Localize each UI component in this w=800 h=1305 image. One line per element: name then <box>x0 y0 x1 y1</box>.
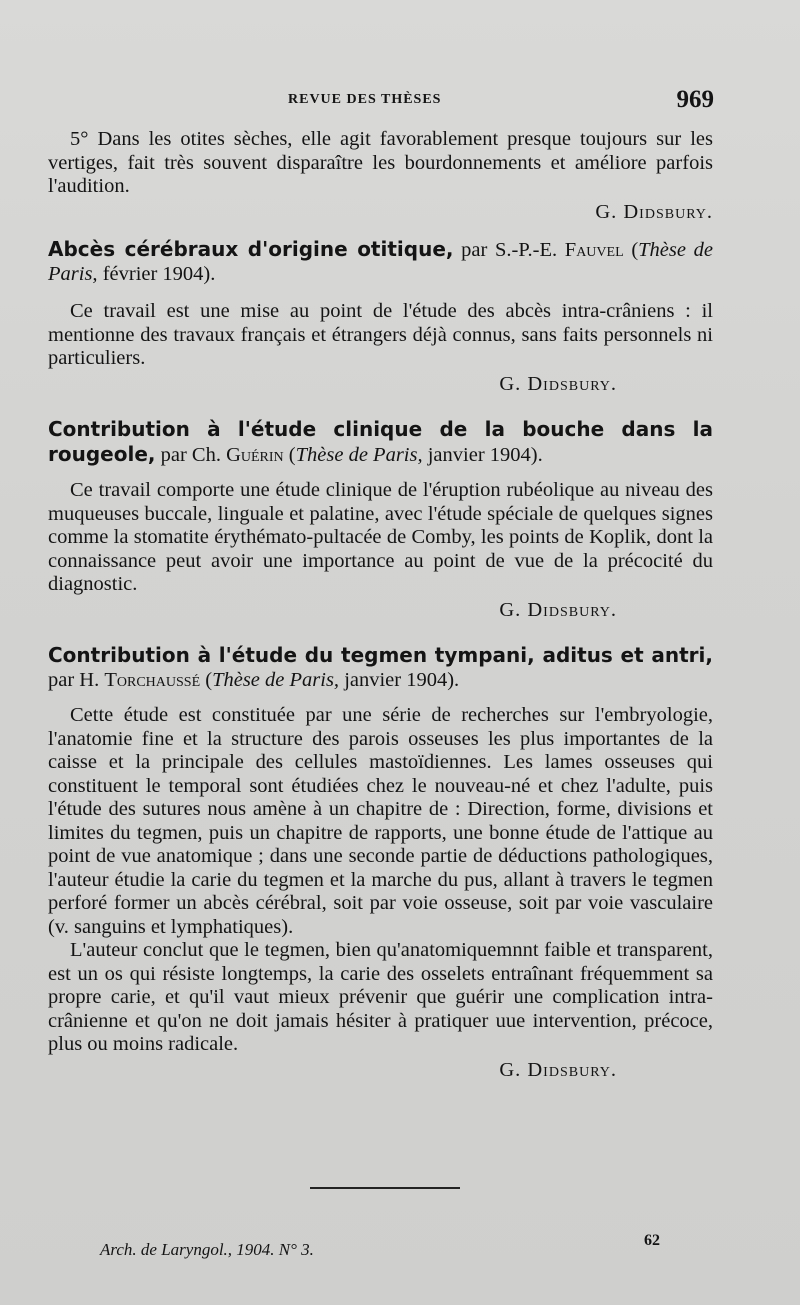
running-head: REVUE DES THÈSES <box>288 92 442 107</box>
article-source: Thèse de Paris, <box>48 239 714 285</box>
article-source-open: ( <box>631 239 639 261</box>
article-abces <box>48 238 713 396</box>
article-author: Guérin <box>226 443 284 466</box>
article-by: par S.-P.-E. <box>461 239 558 261</box>
page-header <box>40 86 714 118</box>
signature-number: 62 <box>644 1232 660 1249</box>
article-signature: G. Didsbury. <box>499 372 617 395</box>
article-title: Contribution à l'étude clinique de la bouche dans la rougeole, <box>48 417 713 466</box>
article-signature: G. Didsbury. <box>499 598 617 621</box>
article-source-open: ( <box>205 668 213 691</box>
article-heading <box>48 418 713 467</box>
article-source: Thèse de Paris, <box>212 668 340 691</box>
article-title: Contribution à l'étude du tegmen tympani, aditus et antri, <box>48 643 713 667</box>
article-date: janvier 1904). <box>344 668 460 691</box>
article-by: par Ch. <box>160 443 221 466</box>
article-heading <box>48 238 713 286</box>
article-title: Abcès cérébraux d'origine otitique, <box>48 237 454 261</box>
article-body-conclusion: L'auteur conclut que le tegmen, bien qu'anatomiquemnnt faible et transparent, est un os qui résiste longtemps, la carie des osselets entraînant fréquemment sa propre carie, et qu'il vaut mieux prévenir que guérir une complication intra-crânienne et qu'on ne doit jamais hésiter à pratiquer uue intervention, précoce, plus ou moins radicale. <box>48 939 713 1055</box>
page-footer <box>100 1232 660 1262</box>
article-author: Fauvel <box>564 239 624 261</box>
article-date: février 1904). <box>102 262 216 285</box>
article-by: par H. <box>48 668 100 691</box>
article-body: Ce travail comporte une étude clinique de l'éruption rubéolique au niveau des muqueuses buccale, linguale et palatine, avec l'étude spéciale de quelques signes comme la stomatite érythémato-pultacée de Comby, les points de Koplik, dont la connaissance peut avoir une importance au point de vue de la précocité du diagnostic. <box>48 479 713 595</box>
page-number: 969 <box>676 86 714 113</box>
article-author: Torchaussé <box>104 668 201 691</box>
article-body: Cette étude est constituée par une série de recherches sur l'embryologie, l'anatomie fine et la structure des parois osseuses les plus importantes de la caisse et la principale des cellules mastoïdiennes. Les lames osseuses qui constituent le temporal sont étudiées chez le nouveau-né et chez l'adulte, puis l'étude des sutures nous amène à un chapitre de : Direction, forme, divisions et limites du tegmen, puis un chapitre de rapports, une bonne étude de l'attique au point de vue anatomique ; dans une seconde partie de déductions pathologiques, l'auteur étudie la carie du tegmen et la marche du pus, allant à travers le tegmen perforé former un abcès cérébral, soit par voie osseuse, soit par voie vasculaire (v. sanguins et lymphatiques). <box>48 704 713 938</box>
article-heading <box>48 644 713 692</box>
article-source-open: ( <box>288 443 296 466</box>
article-signature: G. Didsbury. <box>499 1058 617 1081</box>
article-body: Ce travail est une mise au point de l'étude des abcès intra-crâniens : il mentionne des travaux français et étrangers déjà connus, sans faits personnels ni particuliers. <box>48 300 713 369</box>
page-body <box>48 128 713 1082</box>
article-tegmen <box>48 644 713 1082</box>
intro-signature: G. Didsbury. <box>595 200 713 223</box>
article-date: janvier 1904). <box>427 443 543 466</box>
journal-reference: Arch. de Laryngol., 1904. N° 3. <box>100 1240 314 1259</box>
intro-paragraph: 5° Dans les otites sèches, elle agit favorablement presque toujours sur les vertiges, fait très souvent disparaître les bourdonnements et améliore parfois l'audition. <box>48 128 713 197</box>
article-source: Thèse de Paris, <box>295 443 423 466</box>
section-divider <box>310 1187 460 1189</box>
article-rougeole <box>48 418 713 622</box>
